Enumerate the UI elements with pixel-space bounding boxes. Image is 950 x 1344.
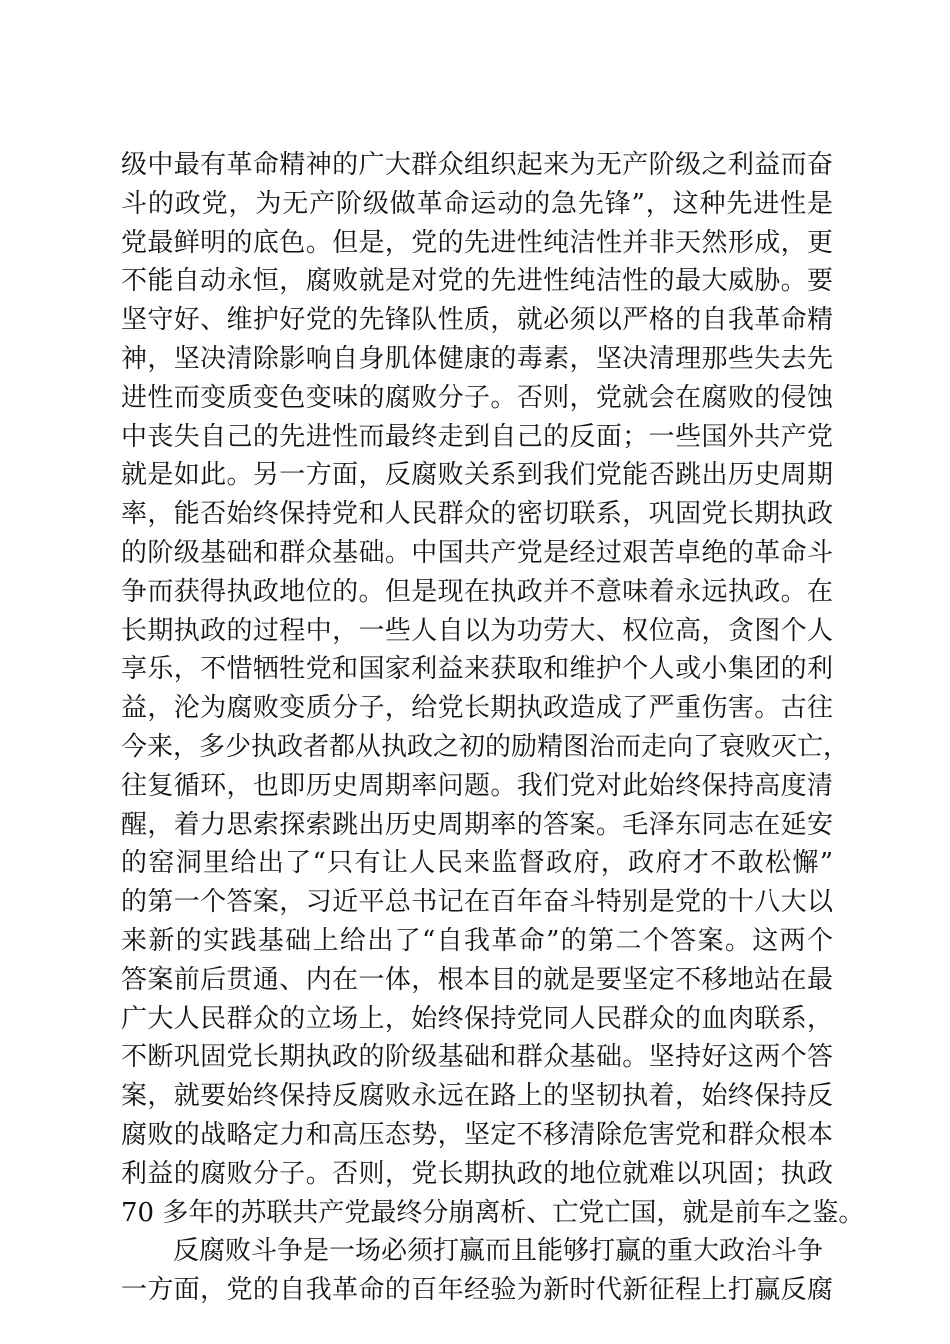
text-line: 70 多年的苏联共产党最终分崩离析、亡党亡国，就是前车之鉴。 <box>121 1197 865 1228</box>
text-line: 广大人民群众的立场上，始终保持党同人民群众的血肉联系， <box>121 1003 833 1034</box>
text-line: 长期执政的过程中，一些人自以为功劳大、权位高，贪图个人 <box>121 615 833 646</box>
text-line: 神，坚决清除影响自身肌体健康的毒素，坚决清理那些失去先 <box>121 343 833 374</box>
text-line: 腐败的战略定力和高压态势，坚定不移清除危害党和群众根本 <box>121 1119 833 1150</box>
text-line: 坚守好、维护好党的先锋队性质，就必须以严格的自我革命精 <box>121 305 833 336</box>
text-line: 不能自动永恒，腐败就是对党的先进性纯洁性的最大威胁。要 <box>121 266 833 297</box>
text-line: 率，能否始终保持党和人民群众的密切联系，巩固党长期执政 <box>121 499 833 530</box>
text-line: 今来，多少执政者都从执政之初的励精图治而走向了衰败灭亡， <box>121 731 850 762</box>
text-line: 答案前后贯通、内在一体，根本目的就是要坚定不移地站在最 <box>121 964 833 995</box>
text-line: 斗的政党，为无产阶级做革命运动的急先锋”，这种先进性是 <box>121 188 833 219</box>
text-line: 中丧失自己的先进性而最终走到自己的反面；一些国外共产党 <box>121 421 833 452</box>
text-line: 案，就要始终保持反腐败永远在路上的坚韧执着，始终保持反 <box>121 1081 833 1112</box>
text-line: 争而获得执政地位的。但是现在执政并不意味着永远执政。在 <box>121 576 833 607</box>
body-text <box>121 146 865 1310</box>
text-line: 进性而变质变色变味的腐败分子。否则，党就会在腐败的侵蚀 <box>121 382 833 413</box>
text-line: 往复循环，也即历史周期率问题。我们党对此始终保持高度清 <box>121 770 833 801</box>
text-line: 享乐，不惜牺牲党和国家利益来获取和维护个人或小集团的利 <box>121 654 833 685</box>
text-line: 来新的实践基础上给出了“自我革命”的第二个答案。这两个 <box>121 925 833 956</box>
text-line: 就是如此。另一方面，反腐败关系到我们党能否跳出历史周期 <box>121 460 833 491</box>
text-line: 的窑洞里给出了“只有让人民来监督政府，政府才不敢松懈” <box>121 848 833 879</box>
text-line: 党最鲜明的底色。但是，党的先进性纯洁性并非天然形成，更 <box>121 227 833 258</box>
text-line: 醒，着力思索探索跳出历史周期率的答案。毛泽东同志在延安 <box>121 809 833 840</box>
text-line: 级中最有革命精神的广大群众组织起来为无产阶级之利益而奋 <box>121 150 833 180</box>
text-line: 不断巩固党长期执政的阶级基础和群众基础。坚持好这两个答 <box>121 1042 833 1073</box>
text-line: 的第一个答案，习近平总书记在百年奋斗特别是党的十八大以 <box>121 887 833 918</box>
paragraph-first-line: 反腐败斗争是一场必须打赢而且能够打赢的重大政治斗争 <box>173 1236 824 1267</box>
text-line: 益，沦为腐败变质分子，给党长期执政造成了严重伤害。古往 <box>121 693 833 724</box>
text-line: 利益的腐败分子。否则，党长期执政的地位就难以巩固；执政 <box>121 1158 833 1189</box>
text-line: 的阶级基础和群众基础。中国共产党是经过艰苦卓绝的革命斗 <box>121 537 833 568</box>
text-line: 一方面，党的自我革命的百年经验为新时代新征程上打赢反腐 <box>121 1275 833 1306</box>
